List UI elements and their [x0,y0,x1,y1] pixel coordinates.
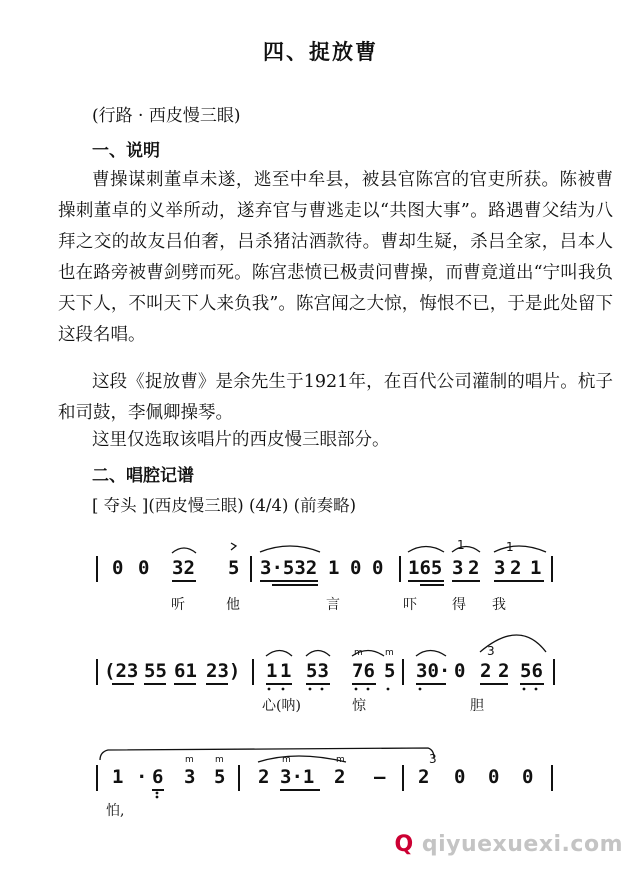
octave-dot [282,688,285,691]
note: 61 [174,660,197,682]
note: 5 [228,557,240,579]
ornament-mark: m [215,755,224,765]
note: 2 [418,766,430,788]
watermark-text: qiyuexuexi.com [421,832,623,857]
note: 1 [266,660,278,682]
note: 2 [498,660,510,682]
note: 3·1 [280,766,315,788]
slur [306,651,330,657]
note: 1 [328,557,340,579]
slur [416,651,446,657]
paragraph-story: 曹操谋刺董卓未遂，逃至中牟县，被县官陈宫的官吏所获。陈被曹操刺董卓的义举所动，遂弃官与曹逃走以“共图大事”。路遇曹父结为八拜之交的故友吕伯奢，吕杀猪沽酒款待。曹却生疑，杀吕全家，吕本人也在路旁被曹剑劈而死。陈宫悲愤已极责问曹操，而曹竟道出“宁叫我负天下人，不叫天下人来负我”。陈宫闻之大惊，悔恨不已，于是此处留下这段名唱。 [58,170,613,345]
note: 165 [408,557,443,579]
octave-dot [309,688,312,691]
note: 76 [352,660,375,682]
note: 1 [530,557,542,579]
note: 5 [384,660,396,682]
note: 1 [280,660,292,682]
grace-note: 3 [487,644,495,658]
lyric: 我 [492,597,506,613]
page-title: 四、捉放曹 [263,40,378,64]
note: 30· [416,660,451,682]
note: 0 [488,766,500,788]
lyric: 怕, [106,803,125,819]
grace-note: 1 [457,538,465,552]
lyric: 胆 [470,698,484,714]
octave-dot [419,688,422,691]
note: 2 [468,557,480,579]
ornament-mark: m [282,755,291,765]
grace-note: 1 [506,540,514,554]
octave-dot [367,688,370,691]
octave-dot [156,792,159,795]
lyric: 他 [226,597,240,613]
note: 0 [522,766,534,788]
note: 55 [144,660,167,682]
slur [266,651,292,657]
slur [260,546,320,552]
note: 3 [184,766,196,788]
octave-dot [156,796,159,799]
accent-mark [231,543,236,550]
note: 0 [454,660,466,682]
slur [408,547,444,553]
note: · [136,766,148,788]
ornament-mark: m [185,755,194,765]
octave-dot [387,688,390,691]
note: 0 [350,557,362,579]
watermark-logo-icon: Q [394,832,414,857]
octave-dot [321,688,324,691]
score-intro: [ 夺头 ](西皮慢三眼) (4/4) (前奏略) [92,496,357,515]
slur [452,547,480,553]
slur [258,756,346,762]
section-heading-score: 二、唱腔记谱 [92,466,194,486]
slur [480,635,546,652]
lyric: 听 [171,597,185,613]
note: 56 [520,660,543,682]
paragraph-recording: 这段《捉放曹》是余先生于1921年，在百代公司灌制的唱片。杭子和司鼓，李佩卿操琴。 [58,372,613,423]
note: 5 [214,766,226,788]
note: 3 [452,557,464,579]
lyric: 心(呐) [262,698,301,714]
note: 0 [112,557,124,579]
octave-dot [523,688,526,691]
slur [494,546,546,552]
section-heading-explanation: 一、说明 [92,141,160,161]
lyric: 得 [452,597,466,613]
note: 0 [372,557,384,579]
ornament-mark: m [354,648,363,658]
note: (23 [104,660,139,682]
ornament-mark: m [336,755,345,765]
note: 2 [480,660,492,682]
slur [100,748,434,760]
paragraph-selection: 这里仅选取该唱片的西皮慢三眼部分。 [92,430,390,450]
note: 2 [258,766,270,788]
lyric: 吓 [403,597,417,613]
note: – [374,766,386,788]
lyric: 言 [326,597,340,613]
note: 3 [494,557,506,579]
lyric: 惊 [352,698,366,714]
note: 2 [510,557,522,579]
note: 1 [112,766,124,788]
watermark [394,832,623,857]
note: 6 [152,766,164,788]
note: 32 [172,557,195,579]
ornament-mark: m [385,648,394,658]
octave-dot [268,688,271,691]
note: 23) [206,660,241,682]
slur [172,548,196,553]
note: 2 [334,766,346,788]
grace-note: 3 [429,752,437,766]
subtitle: (行路 · 西皮慢三眼) [92,106,241,126]
octave-dot [355,688,358,691]
note: 0 [138,557,150,579]
note: 0 [454,766,466,788]
note: 53 [306,660,329,682]
note: 3·532 [260,557,318,579]
octave-dot [535,688,538,691]
